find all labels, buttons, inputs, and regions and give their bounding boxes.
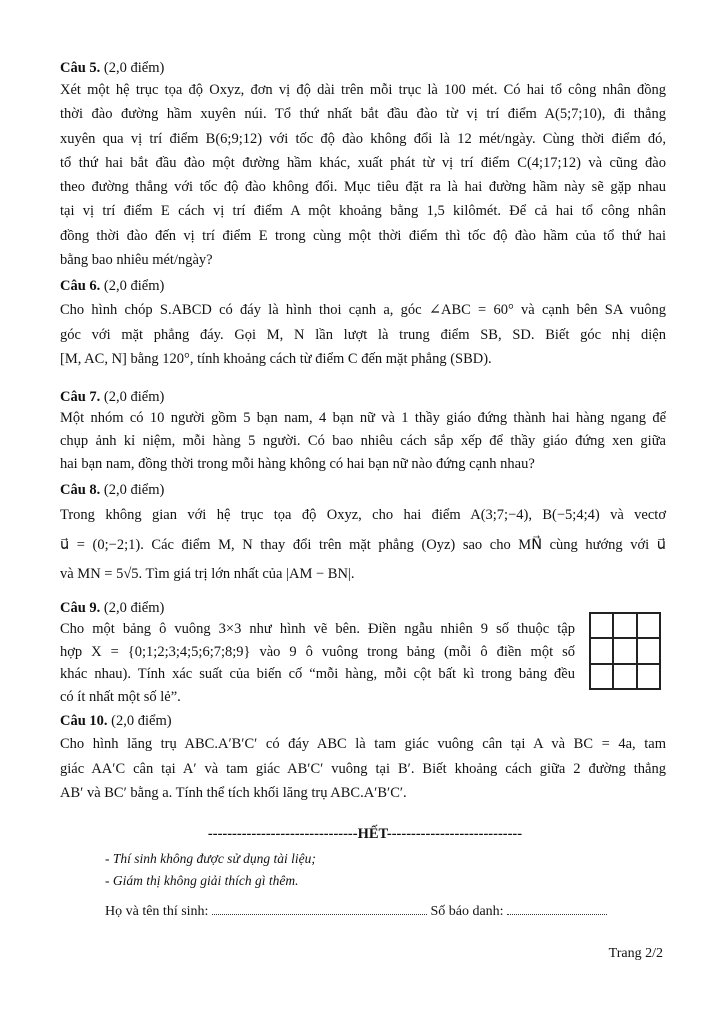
problem-5-points: (2,0 điểm) bbox=[100, 60, 165, 76]
problem-10 bbox=[60, 711, 666, 806]
grid-cell bbox=[613, 638, 636, 663]
problem-5-text bbox=[60, 78, 666, 272]
problem-7-text bbox=[60, 407, 666, 476]
grid-3x3-figure bbox=[589, 612, 661, 690]
grid-cell bbox=[637, 638, 660, 663]
problem-6-line: [M, AC, N] bằng 120°, tính khoảng cách từ điểm C đến mặt phẳng (SBD). bbox=[60, 351, 492, 367]
problem-5-line: theo đường thẳng với tốc độ đào không đổi. Mục tiêu đặt ra là hai đường hầm này sẽ gặp nhau bbox=[60, 179, 666, 196]
problem-6-line: Cho hình chóp S.ABCD có đáy là hình thoi cạnh a, góc ∠ABC = 60° và cạnh bên SA vuông bbox=[60, 302, 666, 318]
exam-notes bbox=[105, 848, 316, 892]
problem-7-heading bbox=[60, 387, 666, 407]
grid-cell bbox=[590, 664, 613, 689]
problem-5-title: Câu 5. bbox=[60, 60, 101, 76]
grid-cell bbox=[590, 638, 613, 663]
problem-9-line: khác nhau). Tính xác suất của biến cố “mỗi hàng, mỗi cột bất kì trong bảng đều bbox=[60, 666, 575, 682]
problem-6 bbox=[60, 276, 666, 372]
problem-5-line: bằng bao nhiêu mét/ngày? bbox=[60, 252, 213, 269]
problem-8-heading bbox=[60, 480, 666, 500]
note-line: - Thí sinh không được sử dụng tài liệu; bbox=[105, 851, 316, 866]
candidate-name-blank bbox=[212, 904, 427, 915]
candidate-name-label: Họ và tên thí sinh: bbox=[105, 904, 209, 919]
problem-7-title: Câu 7. bbox=[60, 389, 101, 405]
grid-cell bbox=[637, 613, 660, 638]
grid-cell bbox=[590, 613, 613, 638]
problem-5-line: tại vị trí điểm E cách vị trí điểm A một khoảng bằng 1,5 kilômét. Để cả hai tổ công nhân bbox=[60, 203, 666, 220]
problem-10-text bbox=[60, 732, 666, 806]
problem-6-line: góc với mặt phẳng đáy. Gọi M, N lần lượt là trung điểm SB, SD. Biết góc nhị diện bbox=[60, 326, 666, 343]
problem-9-title: Câu 9. bbox=[60, 600, 101, 616]
problem-7-points: (2,0 điểm) bbox=[100, 389, 165, 405]
problem-5-line: đồng thời đào đến vị trí điểm E trong cùng một thời điểm thì tốc độ đào hầm của tổ thứ hai bbox=[60, 227, 666, 244]
problem-5-heading bbox=[60, 58, 666, 78]
problem-8-line: và MN = 5√5. Tìm giá trị lớn nhất của |AM − BN|. bbox=[60, 566, 355, 582]
problem-10-title: Câu 10. bbox=[60, 713, 108, 729]
problem-10-points: (2,0 điểm) bbox=[107, 713, 172, 729]
problem-5-line: Xét một hệ trục tọa độ Oxyz, đơn vị độ dài trên mỗi trục là 100 mét. Có hai tổ công nhân đồng bbox=[60, 82, 666, 98]
problem-9-line: có ít nhất một số lẻ”. bbox=[60, 688, 181, 705]
candidate-info-line bbox=[105, 904, 607, 920]
problem-8 bbox=[60, 480, 666, 590]
page-number: Trang 2/2 bbox=[608, 946, 663, 961]
problem-6-heading bbox=[60, 276, 666, 296]
problem-10-line: AB′ và BC′ bằng a. Tính thể tích khối lăng trụ ABC.A′B′C′. bbox=[60, 785, 407, 801]
problem-5 bbox=[60, 58, 666, 272]
problem-7 bbox=[60, 387, 666, 476]
candidate-id-blank bbox=[507, 904, 607, 915]
problem-5-line: tổ thứ hai bắt đầu đào một đường hầm khác, xuất phát từ vị trí điểm C(4;17;12) và cũng đào bbox=[60, 154, 666, 171]
problem-6-text bbox=[60, 298, 666, 372]
problem-9-line: hợp X = {0;1;2;3;4;5;6;7;8;9} vào 9 ô vuông trong bảng (mỗi ô điền một số bbox=[60, 643, 575, 660]
problem-6-title: Câu 6. bbox=[60, 278, 101, 294]
problem-8-text bbox=[60, 501, 666, 590]
grid-cell bbox=[613, 664, 636, 689]
problem-9 bbox=[60, 598, 575, 708]
problem-7-line: hai bạn nam, đồng thời trong mỗi hàng không có hai bạn nữ nào đứng cạnh nhau? bbox=[60, 456, 535, 472]
problem-10-heading bbox=[60, 711, 666, 731]
problem-9-heading bbox=[60, 598, 575, 618]
problem-7-line: chụp ảnh kỉ niệm, mỗi hàng 5 người. Có bao nhiêu cách sắp xếp để thầy giáo đứng xen giữa bbox=[60, 433, 666, 449]
candidate-id-label: Số báo danh: bbox=[430, 904, 504, 919]
problem-8-line: Trong không gian với hệ trục tọa độ Oxyz, cho hai điểm A(3;7;−4), B(−5;4;4) và vectơ bbox=[60, 507, 666, 523]
problem-8-line: u⃗ = (0;−2;1). Các điểm M, N thay đổi trên mặt phẳng (Oyz) sao cho MN⃗ cùng hướng với u⃗ bbox=[60, 536, 666, 553]
problem-10-line: Cho hình lăng trụ ABC.A′B′C′ có đáy ABC là tam giác vuông cân tại A và BC = 4a, tam bbox=[60, 736, 666, 752]
problem-7-line: Một nhóm có 10 người gồm 5 bạn nam, 4 bạn nữ và 1 thầy giáo đứng thành hai hàng ngang để bbox=[60, 410, 666, 426]
problem-8-points: (2,0 điểm) bbox=[100, 482, 165, 498]
end-marker: -------------------------------HẾT---------------------------- bbox=[207, 826, 523, 842]
problem-8-title: Câu 8. bbox=[60, 482, 101, 498]
problem-9-text bbox=[60, 618, 575, 708]
problem-5-line: thời đào đường hầm xuyên núi. Tổ thứ nhất bắt đầu đào từ vị trí điểm A(5;7;10), đi thẳng bbox=[60, 106, 666, 123]
problem-6-points: (2,0 điểm) bbox=[100, 278, 165, 294]
problem-9-line: Cho một bảng ô vuông 3×3 như hình vẽ bên. Điền ngẫu nhiên 9 số thuộc tập bbox=[60, 621, 575, 637]
problem-9-points: (2,0 điểm) bbox=[100, 600, 165, 616]
grid-cell bbox=[613, 613, 636, 638]
problem-10-line: giác AA′C cân tại A′ và tam giác AB′C′ vuông tại B′. Biết khoảng cách giữa 2 đường thẳng bbox=[60, 760, 666, 777]
problem-5-line: xuyên qua vị trí điểm B(6;9;12) với tốc độ đào không đổi là 12 mét/ngày. Cùng thời điểm đó, bbox=[60, 130, 666, 147]
grid-cell bbox=[637, 664, 660, 689]
note-line: - Giám thị không giải thích gì thêm. bbox=[105, 873, 299, 888]
